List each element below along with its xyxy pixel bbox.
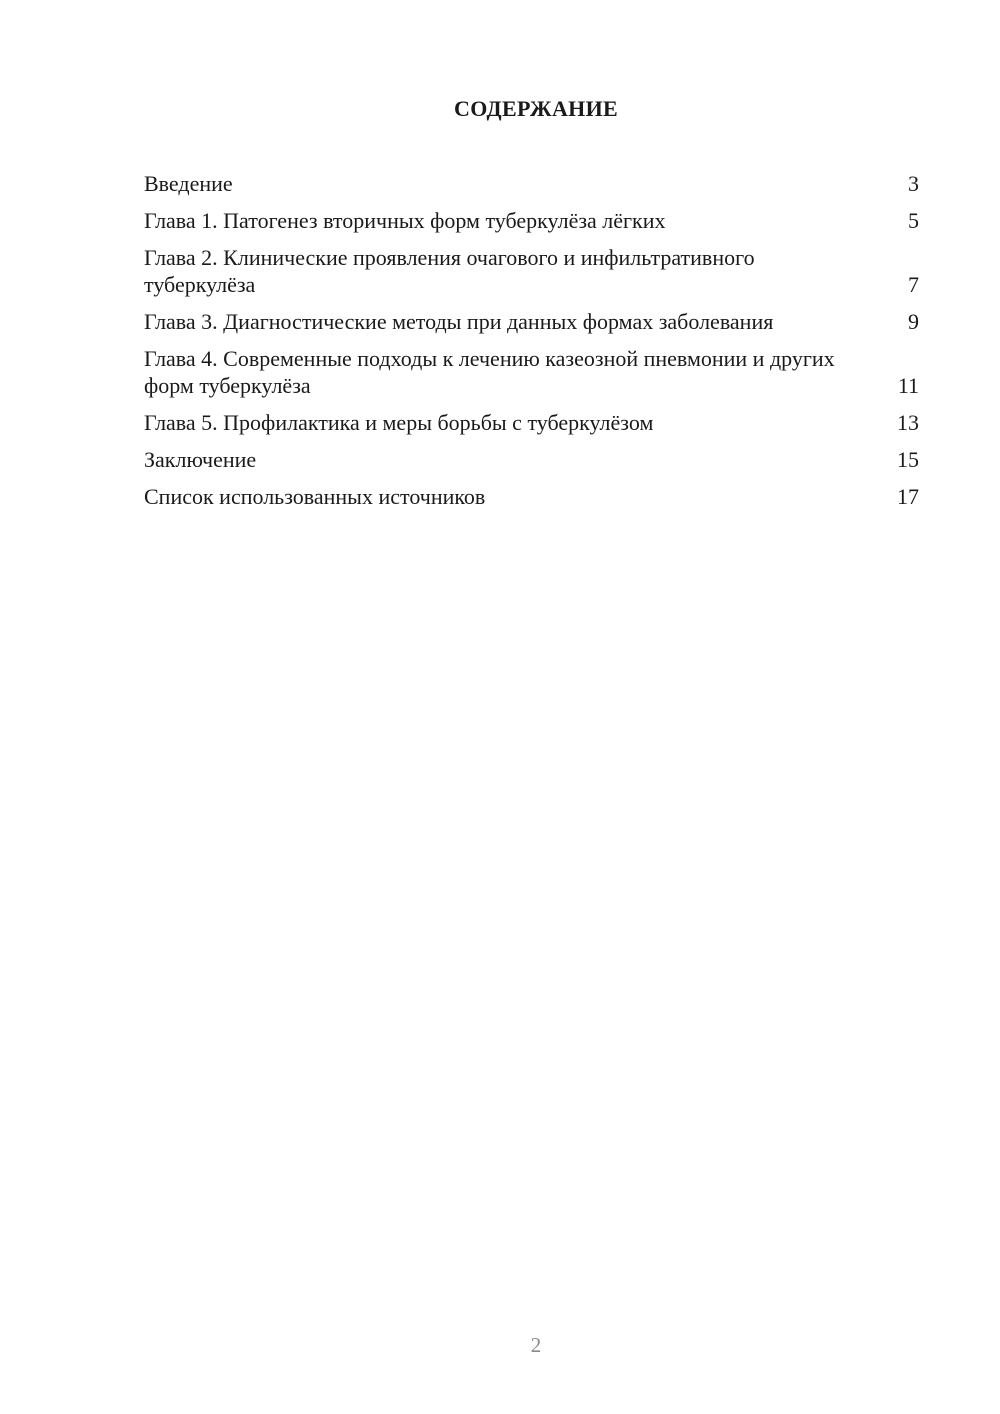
toc-entry-page: 15	[897, 447, 919, 472]
toc-entry-introduction	[144, 170, 919, 197]
toc-entry-text: Заключение	[144, 447, 257, 472]
toc-entry-page: 3	[908, 171, 919, 196]
table-of-contents	[144, 170, 919, 520]
toc-entry-conclusion	[144, 446, 919, 473]
toc-entry-page: 13	[897, 410, 919, 435]
toc-entry-page: 5	[908, 208, 919, 233]
toc-entry-chapter-3	[144, 308, 919, 335]
page-number: 2	[530, 1333, 542, 1357]
toc-entry-chapter-4	[144, 345, 919, 399]
toc-entry-chapter-1	[144, 207, 919, 234]
toc-entry-page: 7	[908, 272, 919, 297]
page-title: СОДЕРЖАНИЕ	[454, 96, 618, 121]
toc-entry-text: Глава 5. Профилактика и меры борьбы с туберкулёзом	[144, 410, 654, 435]
toc-entry-page: 17	[897, 484, 919, 509]
toc-entry-text: Введение	[144, 171, 233, 196]
toc-entry-chapter-2	[144, 244, 919, 298]
toc-entry-page: 9	[908, 309, 919, 334]
toc-entry-text: Глава 2. Клинические проявления очагового и инфильтративного туберкулёза	[144, 245, 755, 297]
toc-entry-text: Глава 3. Диагностические методы при данных формах заболевания	[144, 309, 774, 334]
toc-entry-chapter-5	[144, 409, 919, 436]
toc-entry-page: 11	[897, 373, 919, 398]
toc-entry-references	[144, 483, 919, 510]
toc-entry-text: Список использованных источников	[144, 484, 486, 509]
toc-entry-text: Глава 1. Патогенез вторичных форм туберкулёза лёгких	[144, 208, 666, 233]
toc-entry-text: Глава 4. Современные подходы к лечению казеозной пневмонии и других форм туберкулёза	[144, 346, 835, 398]
